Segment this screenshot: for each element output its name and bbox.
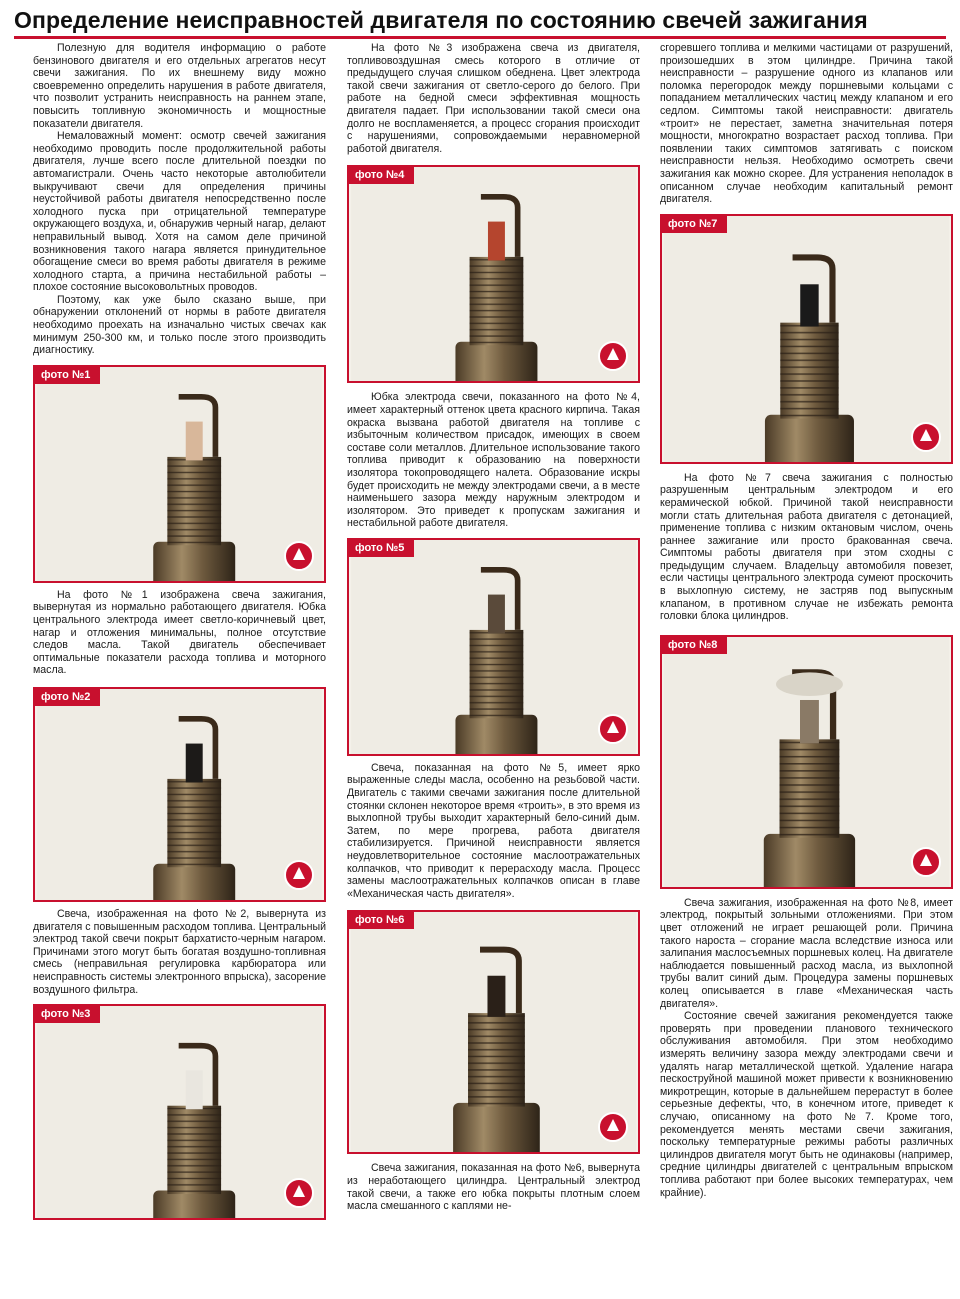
photo-6-caption-continued: сгоревшего топлива и мелкими частицами от разрушений, произошедших в этом цилиндре. Причина такой неисправности – разрушение одного из клапанов или поломка перегородок между поршневыми кольцами с попаданием металлических частиц между клапаном и его седлом. Симптомы такой неисправности: двигатель «троит» не перестает, заметна значительная потеря мощности, многократно возрастает расход топлива. При появлении таких симптомов затягивать с поиском неисправности нельзя. Необходимо осмотреть свечи зажигания как можно скорее. Для устранения неполадок в описанном случае необходим капитальный ремонт двигателя. — [660, 42, 953, 206]
photo-1-caption: На фото №1 изображена свеча зажигания, вывернутая из нормально работающего двигателя. Юбка центрального электрода имеет светло-коричневый цвет, нагар и отложения минимальны, полное отсутствие следов масла. Такой двигатель обеспечивает оптимальные показатели расхода топлива и моторного масла. — [33, 588, 326, 677]
photo-7-label: фото №7 — [662, 216, 727, 233]
photo-8 — [660, 635, 953, 889]
photo-3-caption: На фото №3 изображена свеча из двигателя, топливовоздушная смесь которого в отличие от предыдущего случая слишком обеднена. Цвет электрода такой свечи зажигания от светло-серого до белого. При работе на бедной смеси эффективная мощность двигателя падает. При использовании такой смеси она долго не воспламеняется, а процесс сгорания происходит с нарушениями, сопровождаемыми неравномерной работой двигателя. — [347, 42, 640, 155]
column-1 — [33, 42, 326, 1220]
spark-plug-8-image — [662, 637, 951, 887]
photo-1-label: фото №1 — [35, 367, 100, 384]
photo-7-caption: На фото №7 свеча зажигания с полностью разрушенным центральным электродом и его керамической юбкой. Причиной такой неисправности могли стать длительная работа двигателя с детонацией, применение топлива с низким октановым числом, очень раннее зажигание или просто бракованная свеча. Симптомы работы двигателя при этом сходны с предыдущим случаем. Владельцу автомобиля повезет, если частицы центрального электрода сумеют проскочить в выхлопную систему, не застряв под выпускным клапаном, в противном случае не избежать ремонта головки блока цилиндров. — [660, 471, 953, 623]
title-rule — [14, 36, 946, 39]
column-2 — [347, 42, 640, 1213]
publisher-logo-icon — [284, 541, 314, 571]
column-3 — [660, 42, 953, 1199]
intro-paragraph-2: Немаловажный момент: осмотр свечей зажигания необходимо проводить после продолжительной работы двигателя, лучше всего после длительной поездки по автомагистрали. Очень часто некоторые автолюбители выкручивают свечи для определения причины неустойчивой работы двигателя непосредственно после холодного пуска при отрицательной температуре окружающего воздуха, и, обнаружив черный нагар, делают неправильный вывод. Хотя на самом деле причиной возникновения такого нагара является принудительное обогащение смеси во время работы двигателя в режиме холодного старта, а причина нестабильной работы – плохое состояние высоковольтных проводов. — [33, 130, 326, 294]
publisher-logo-icon — [284, 1178, 314, 1208]
publisher-logo-icon — [911, 422, 941, 452]
photo-8-caption: Свеча зажигания, изображенная на фото №8, имеет электрод, покрытый зольными отложениями. При этом цвет отложений не играет решающей роли. Причина такого нароста – сгорание масла вследствие износа или залипания маслосъемных поршневых колец. На двигателе наблюдается повышенный расход масла, из выхлопной трубы валит синий дым. Процедура замены поршневых колец описывается в главе «Механическая часть двигателя». — [660, 896, 953, 1010]
publisher-logo-icon — [284, 860, 314, 890]
photo-5-label: фото №5 — [349, 540, 414, 557]
photo-6-label: фото №6 — [349, 912, 414, 929]
spark-plug-2-image — [35, 689, 324, 900]
photo-2-label: фото №2 — [35, 689, 100, 706]
photo-4-caption: Юбка электрода свечи, показанного на фото №4, имеет характерный оттенок цвета красного кирпича. Такая окраска вызвана работой двигателя на топливе с избыточным количеством присадок, имеющих в своем составе соли металлов. Длительное использование такого топлива приводит к образованию на поверхности изолятора токопроводящего налета. Образование искры будет происходить не между электродами свечи, а в месте наименьшего зазора между наружным электродом и изолятором. Это приведет к пропускам зажигания и нестабильной работе двигателя. — [347, 391, 640, 530]
photo-5-caption: Свеча, показанная на фото №5, имеет ярко выраженные следы масла, особенно на резьбовой части. Двигатель с такими свечами зажигания после длительной стоянки склонен некоторое время «троить», в это время из выхлопной трубы выходит характерный бело-синий дым. Затем, по мере прогрева, работа двигателя стабилизируется. Причиной неисправности является неудовлетворительное состояние маслоотражательных колпачков, что приводит к перерасходу масла. Процесс замены маслоотражательных колпачков описан в главе «Механическая часть двигателя». — [347, 761, 640, 900]
photo-6 — [347, 910, 640, 1154]
photo-8-label: фото №8 — [662, 637, 727, 654]
photo-3-label: фото №3 — [35, 1006, 100, 1023]
photo-2 — [33, 687, 326, 902]
spark-plug-6-image — [349, 912, 638, 1152]
spark-plug-5-image — [349, 540, 638, 754]
spark-plug-7-image — [662, 216, 951, 462]
final-paragraph: Состояние свечей зажигания рекомендуется также проверять при проведении планового технического обслуживания автомобиля. При этом необходимо измерять величину зазора между электродами свечи и удалять нагар металлической щеткой. Удаление нагара пескоструйной машиной может привести к возникновению микротрещин, которые в дальнейшем перерастут в более серьезные дефекты, что, в конечном итоге, приведет к случаю, описанному на фото №7. Кроме того, рекомендуется менять местами свечи зажигания, поскольку температурные режимы работы различных цилиндров двигателя могут быть не одинаковы (например, средние цилиндры двигателей с центральным впрыском топлива работают при более высоких температурах, чем крайние). — [660, 1010, 953, 1199]
photo-4 — [347, 165, 640, 383]
spark-plug-4-image — [349, 167, 638, 381]
publisher-logo-icon — [598, 714, 628, 744]
intro-paragraph-3: Поэтому, как уже было сказано выше, при обнаружении отклонений от нормы в работе двигателя необходимо проехать на изначально чистых свечах как минимум 250-300 км, и только после этого производить диагностику. — [33, 293, 326, 357]
publisher-logo-icon — [911, 847, 941, 877]
spark-plug-1-image — [35, 367, 324, 581]
photo-7 — [660, 214, 953, 464]
page-title: Определение неисправностей двигателя по состоянию свечей зажигания — [14, 7, 868, 33]
photo-3 — [33, 1004, 326, 1220]
photo-6-caption: Свеча зажигания, показанная на фото №6, вывернута из неработающего цилиндра. Центральный электрод такой свечи, а также его юбка покрыты плотным слоем масла смешанного с каплями не- — [347, 1162, 640, 1213]
spark-plug-3-image — [35, 1006, 324, 1218]
photo-1 — [33, 365, 326, 583]
photo-5 — [347, 538, 640, 756]
intro-paragraph-1: Полезную для водителя информацию о работе бензинового двигателя и его отдельных агрегатов несут свечи зажигания. По их внешнему виду можно своевременно определить нарушения в работе двигателя, что позволит устранить неисправность на раннем этапе, повысить топливную экономичность и мощностные показатели двигателя. — [33, 42, 326, 130]
photo-2-caption: Свеча, изображенная на фото №2, вывернута из двигателя с повышенным расходом топлива. Центральный электрод такой свечи покрыт бархатисто-черным нагаром. Причинами этого могут быть богатая воздушно-топливная смесь (неправильная регулировка карбюратора или неисправность системы электронного впрыска), засорение воздушного фильтра. — [33, 908, 326, 996]
photo-4-label: фото №4 — [349, 167, 414, 184]
